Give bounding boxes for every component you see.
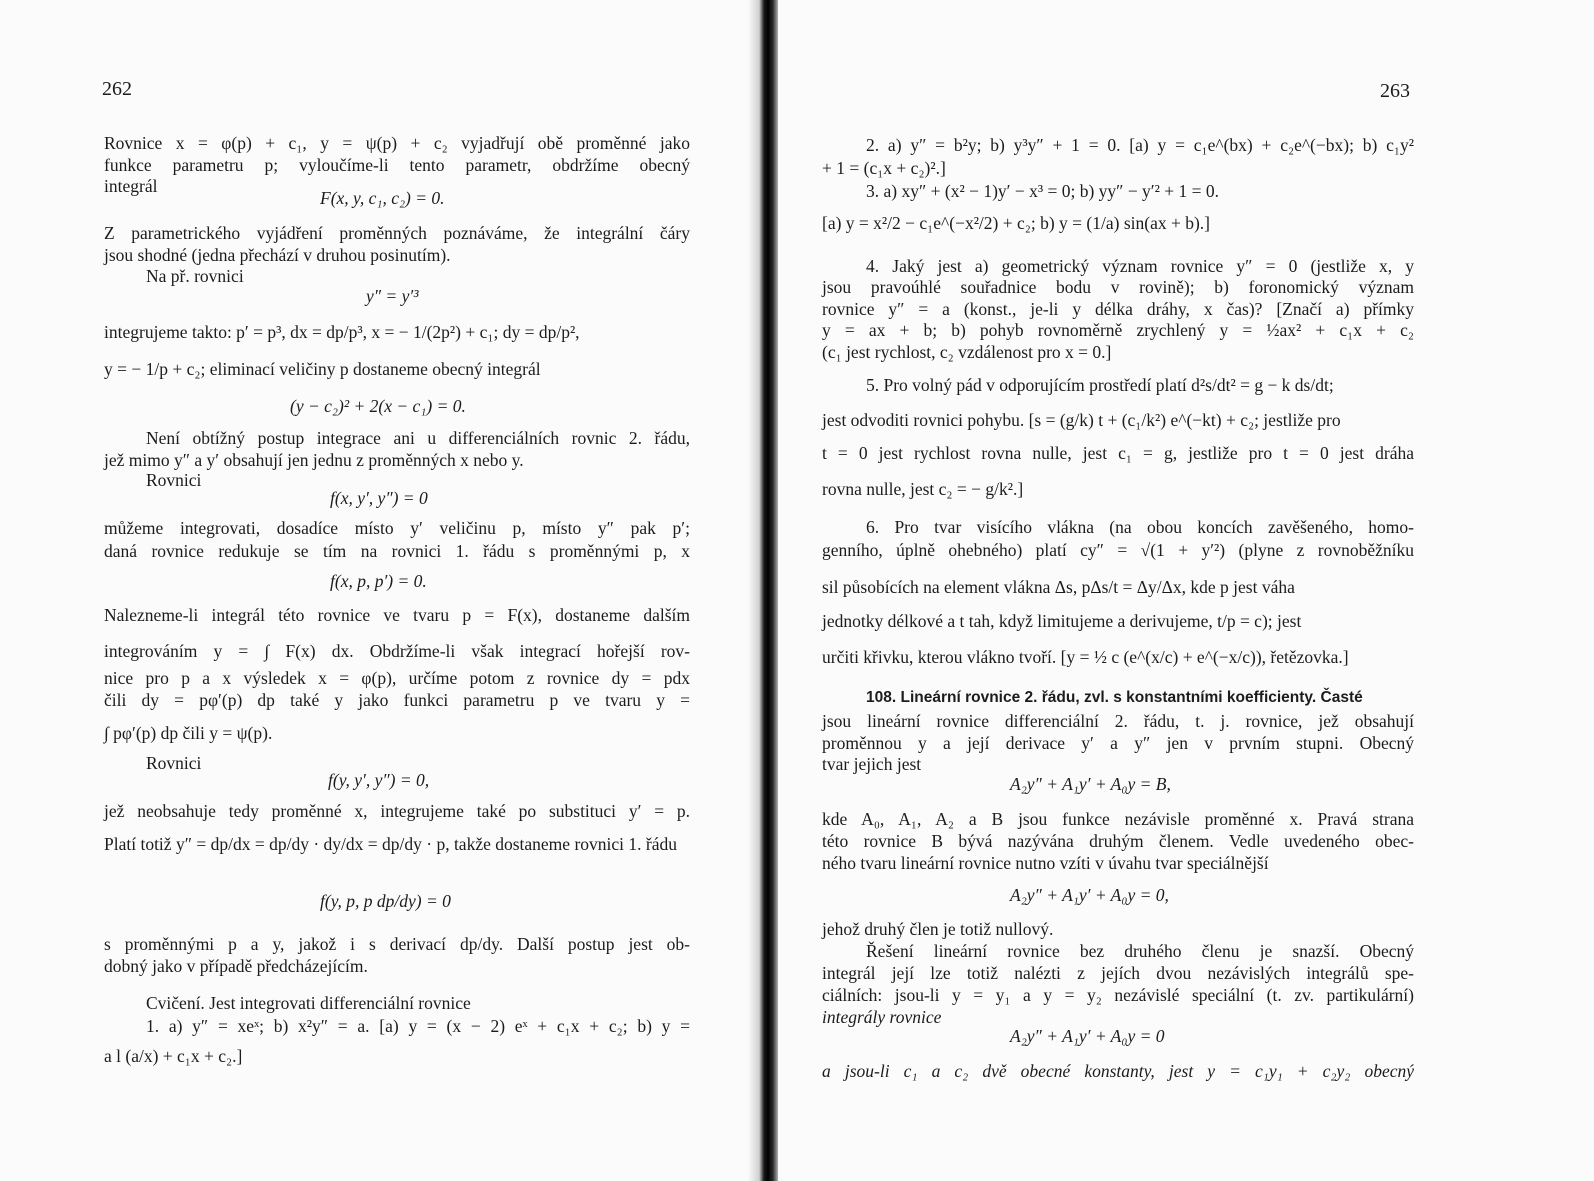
text-line: s proměnnými p a y, jakož i s derivací dp/dy. Další postup jest ob- (104, 934, 690, 954)
text-line: a jsou-li c₁ a c₂ dvě obecné konstanty, jest y = c₁y₁ + c₂y₂ obecný (822, 1061, 1414, 1081)
text-line: 1. a) y″ = xeˣ; b) x²y″ = a. [a) y = (x − 2) eˣ + c₁x + c₂; b) y = (146, 1016, 690, 1036)
equation: f(y, p, p dp/dy) = 0 (320, 891, 451, 911)
text-line: jest odvoditi rovnici pohybu. [s = (g/k) t + (c₁/k²) e^(−kt) + c₂; jestliže pro (822, 410, 1341, 430)
equation: (y − c₂)² + 2(x − c₁) = 0. (290, 396, 466, 416)
text-line: y = − 1/p + c₂; eliminací veličiny p dostaneme obecný integrál (104, 359, 541, 379)
text-line: tvar jejich jest (822, 754, 922, 774)
text-line: této rovnice B bývá nazývána druhým členem. Vedle uvedeného obec- (822, 831, 1414, 851)
text-line: Nalezneme-li integrál této rovnice ve tvaru p = F(x), dostaneme dalším (104, 605, 690, 625)
text-line: proměnnou y a její derivace y′ a y″ jen v prvním stupni. Obecný (822, 733, 1414, 753)
text-line: a l (a/x) + c₁x + c₂.] (104, 1046, 243, 1066)
text-line: Není obtížný postup integrace ani u differenciálních rovnic 2. řádu, (146, 428, 690, 448)
text-line: integrujeme takto: p′ = p³, dx = dp/p³, x = − 1/(2p²) + c₁; dy = dp/p², (104, 322, 580, 342)
equation: A₂y″ + A₁y′ + A₀y = 0 (1010, 1026, 1165, 1046)
text-line: jsou lineární rovnice differenciální 2. řádu, t. j. rovnice, jež obsahují (822, 711, 1414, 731)
text-line: genního, úplně ohebného) platí cy″ = √(1 + y′²) (plyne z rovnoběžníku (822, 540, 1414, 560)
page-number: 263 (1380, 80, 1410, 102)
page-number: 262 (102, 78, 132, 100)
text-line: můžeme integrovati, dosadíce místo y′ veličinu p, místo y″ pak p′; (104, 518, 690, 538)
text-line: určiti křivku, kterou vlákno tvoří. [y = ½ c (e^(x/c) + e^(−x/c)), řetězovka.] (822, 647, 1349, 667)
text-line: kde A₀, A₁, A₂ a B jsou funkce nezávisle proměnné x. Pravá strana (822, 809, 1414, 829)
text-line: integrál (104, 176, 158, 196)
text-line: rovnice y″ = a (konst., je-li y délka dráhy, x čas)? [Značí a) přímky (822, 299, 1414, 319)
equation: f(x, p, p′) = 0. (330, 571, 427, 591)
text-line: rovna nulle, jest c₂ = − g/k².] (822, 479, 1024, 499)
text-line: 6. Pro tvar visícího vlákna (na obou koncích zavěšeného, homo- (866, 517, 1414, 537)
equation: f(x, y′, y″) = 0 (330, 488, 428, 508)
text-line: jednotky délkové a t tah, když limitujeme a derivujeme, t/p = c); jest (822, 611, 1302, 631)
text-line: jsou shodné (jedna přechází v druhou posinutím). (104, 245, 451, 265)
left-page (0, 0, 762, 1181)
text-line: jež mimo y″ a y′ obsahují jen jednu z proměnných x nebo y. (104, 450, 524, 470)
text-line: funkce parametru p; vyloučíme-li tento parametr, obdržíme obecný (104, 155, 690, 175)
text-line: t = 0 jest rychlost rovna nulle, jest c₁ = g, jestliže pro t = 0 jest dráha (822, 443, 1414, 463)
text-line: Řešení lineární rovnice bez druhého členu je snazší. Obecný (866, 941, 1414, 961)
text-line: Rovnici (146, 753, 202, 773)
equation: A₂y″ + A₁y′ + A₀y = 0, (1010, 885, 1169, 905)
equation: y″ = y′³ (366, 286, 419, 306)
text-line: 5. Pro volný pád v odporujícím prostředí platí d²s/dt² = g − k ds/dt; (866, 375, 1334, 395)
text-line: integrováním y = ∫ F(x) dx. Obdržíme-li však integrací hořejší rov- (104, 641, 690, 661)
text-line: 4. Jaký jest a) geometrický význam rovnice y″ = 0 (jestliže x, y (866, 256, 1414, 276)
text-line: jsou pravoúhlé souřadnice bodu v rovině); b) foronomický význam (822, 277, 1414, 297)
text-line: Z parametrického vyjádření proměnných poznáváme, že integrální čáry (104, 223, 690, 243)
text-line: Rovnici (146, 470, 202, 490)
equation: A₂y″ + A₁y′ + A₀y = B, (1010, 774, 1171, 794)
equation: f(y, y′, y″) = 0, (328, 770, 430, 790)
text-line: ciálních: jsou-li y = y₁ a y = y₂ nezávislé speciální (t. zv. partikulární) (822, 985, 1414, 1005)
text-line: (c₁ jest rychlost, c₂ vzdálenost pro x = 0.] (822, 342, 1112, 362)
text-line: sil působících na element vlákna Δs, pΔs/t = Δy/Δx, kde p jest váha (822, 577, 1295, 597)
text-line: + 1 = (c₁x + c₂)².] (822, 158, 946, 178)
text-line: ∫ pφ′(p) dp čili y = ψ(p). (104, 723, 273, 743)
text-line: jehož druhý člen je totiž nullový. (822, 919, 1054, 939)
text-line: integrály rovnice (822, 1007, 942, 1027)
text-line: jež neobsahuje tedy proměnné x, integrujeme také po substituci y′ = p. (104, 801, 690, 821)
text-line: Na př. rovnici (146, 266, 244, 286)
text-line: Platí totiž y″ = dp/dx = dp/dy · dy/dx = dp/dy · p, takže dostaneme rovnici 1. řádu (104, 834, 677, 854)
text-line: nice pro p a x výsledek x = φ(p), určíme potom z rovnice dy = pdx (104, 668, 690, 688)
equation: F(x, y, c₁, c₂) = 0. (320, 188, 445, 208)
text-line: 2. a) y″ = b²y; b) y³y″ + 1 = 0. [a) y = c₁e^(bx) + c₂e^(−bx); b) c₁y² (866, 135, 1414, 155)
section-heading: 108. Lineární rovnice 2. řádu, zvl. s konstantními koefficienty. Časté (866, 689, 1363, 706)
text-line: y = ax + b; b) pohyb rovnoměrně zrychlený y = ½ax² + c₁x + c₂ (822, 320, 1414, 340)
text-line: čili dy = pφ′(p) dp také y jako funkci parametru p ve tvaru y = (104, 690, 690, 710)
text-line: ného tvaru lineární rovnice nutno vzíti v úvahu tvar speciálnější (822, 853, 1269, 873)
exercise-heading: Cvičení. Jest integrovati differenciální rovnice (146, 993, 471, 1013)
right-page (778, 0, 1594, 1181)
text-line: 3. a) xy″ + (x² − 1)y′ − x³ = 0; b) yy″ − y′² + 1 = 0. (866, 181, 1219, 201)
text-line: [a) y = x²/2 − c₁e^(−x²/2) + c₂; b) y = (1/a) sin(ax + b).] (822, 213, 1210, 233)
text-line: dobný jako v případě předcházejícím. (104, 956, 368, 976)
text-line: integrál její lze totiž nalézti z jejích dvou nezávislých integrálů spe- (822, 963, 1414, 983)
text-line: Rovnice x = φ(p) + c₁, y = ψ(p) + c₂ vyjadřují obě proměnné jako (104, 133, 690, 153)
text-line: daná rovnice redukuje se tím na rovnici 1. řádu s proměnnými p, x (104, 541, 690, 561)
